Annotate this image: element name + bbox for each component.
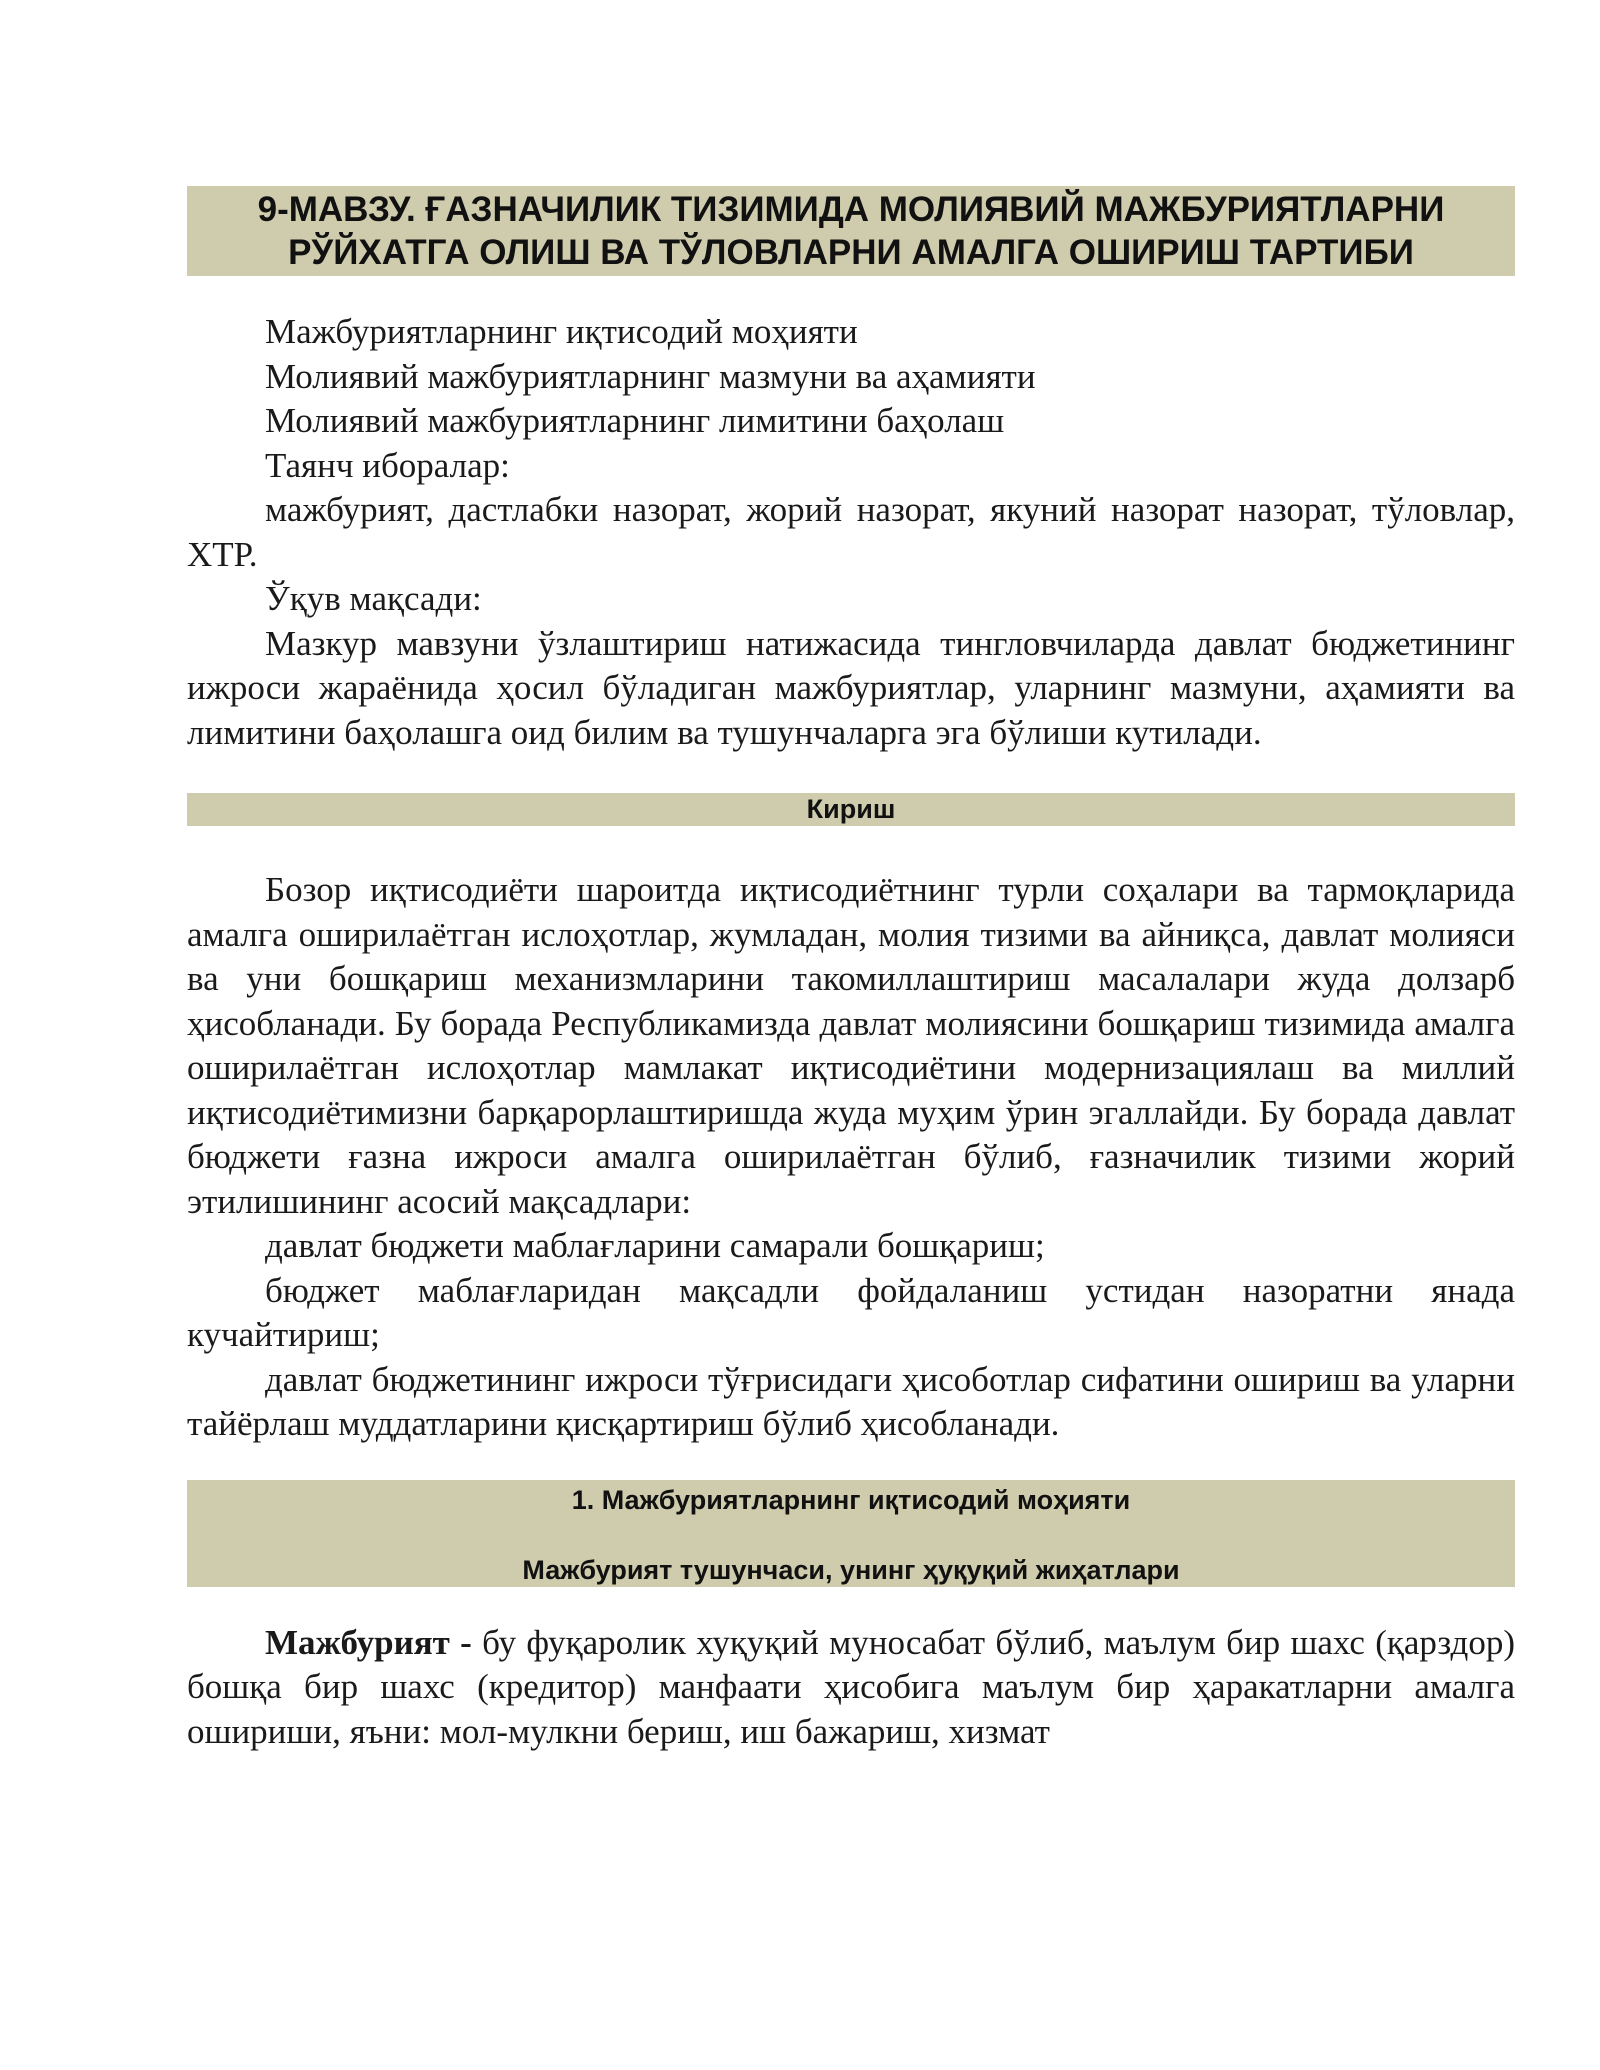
kirish-goal-3: давлат бюджетининг ижроси тўғрисидаги ҳисоботлар сифатини ошириш ва уларни тайёрлаш муддатларини қисқартириш бўлиб ҳисобланади. (187, 1359, 1515, 1443)
intro-block (187, 310, 1515, 755)
definition-paragraph (187, 1621, 1515, 1755)
goal-label: Ўқув мақсади: (265, 579, 482, 618)
kirish-paragraph: Бозор иқтисодиёти шароитда иқтисодиётнинг турли соҳалари ва тармоқларида амалга оширилаётган ислоҳотлар, жумладан, молия тизими ва айниқса, давлат молияси ва уни бошқариш механизмларини такомиллаштириш масалалари жуда долзарб ҳисобланади. Бу борада Республикамизда давлат молиясини бошқариш тизимида амалга оширилаётган ислоҳотлар мамлакат иқтисодиётини модернизациялаш ва миллий иқтисодиётимизни барқарорлаштиришда жуда муҳим ўрин эгаллайди. Бу борада давлат бюджети ғазна ижроси амалга оширилаётган бўлиб, ғазначилик тизими жорий этилишининг асосий мақсадлари: (187, 870, 1515, 1221)
keywords-label: Таянч иборалар: (265, 445, 510, 485)
plan-item-2: Молиявий мажбуриятларнинг мазмуни ва аҳамияти (265, 356, 1036, 396)
plan-item-3: Молиявий мажбуриятларнинг лимитини баҳолаш (265, 401, 1005, 440)
topic-title-line-1: 9-МАВЗУ. ҒАЗНАЧИЛИК ТИЗИМИДА МОЛИЯВИЙ МАЖБУРИЯТЛАРНИ (257, 190, 1445, 229)
goal-text: Мазкур мавзуни ўзлаштириш натижасида тингловчиларда давлат бюджетининг ижроси жараёнида ҳосил бўладиган мажбуриятлар, уларнинг мазмуни, аҳамияти ва лимитини баҳолашга оид билим ва тушунчаларга эга бўлиши кутилади. (187, 623, 1515, 752)
keywords-text: мажбурият, дастлабки назорат, жорий назорат, якуний назорат назорат, тўловлар, ХТР. (187, 490, 1515, 574)
document-page (187, 186, 1515, 1754)
kirish-goal-2: бюджет маблағларидан мақсадли фойдаланиш устидан назоратни янада кучайтириш; (187, 1270, 1515, 1354)
section-1-heading-banner (187, 1480, 1515, 1587)
definition-text: бу фуқаролик хуқуқий муносабат бўлиб, маълум бир шахс (қарздор) бошқа бир шахс (кредитор) манфаати ҳисобига маълум бир ҳаракатларни амалга ошириши, яъни: мол-мулкни бериш, иш бажариш, хизмат (187, 1622, 1516, 1751)
plan-item-1: Мажбуриятларнинг иқтисодий моҳияти (265, 312, 858, 351)
kirish-heading: Кириш (187, 793, 1515, 826)
section-1-block (187, 1621, 1515, 1755)
definition-term: Мажбурият (265, 1622, 450, 1662)
topic-title-line-2: РЎЙХАТГА ОЛИШ ВА ТЎЛОВЛАРНИ АМАЛГА ОШИРИШ ТАРТИБИ (288, 233, 1414, 272)
definition-dash: - (449, 1622, 483, 1662)
kirish-goal-1: давлат бюджети маблағларини самарали бошқариш; (265, 1226, 1045, 1265)
section-1-heading: 1. Мажбуриятларнинг иқтисодий моҳияти (571, 1484, 1131, 1515)
topic-title-banner (187, 186, 1515, 276)
kirish-block (187, 868, 1515, 1447)
section-1-subheading: Мажбурият тушунчаси, унинг ҳуқуқий жиҳатлари (522, 1554, 1180, 1585)
